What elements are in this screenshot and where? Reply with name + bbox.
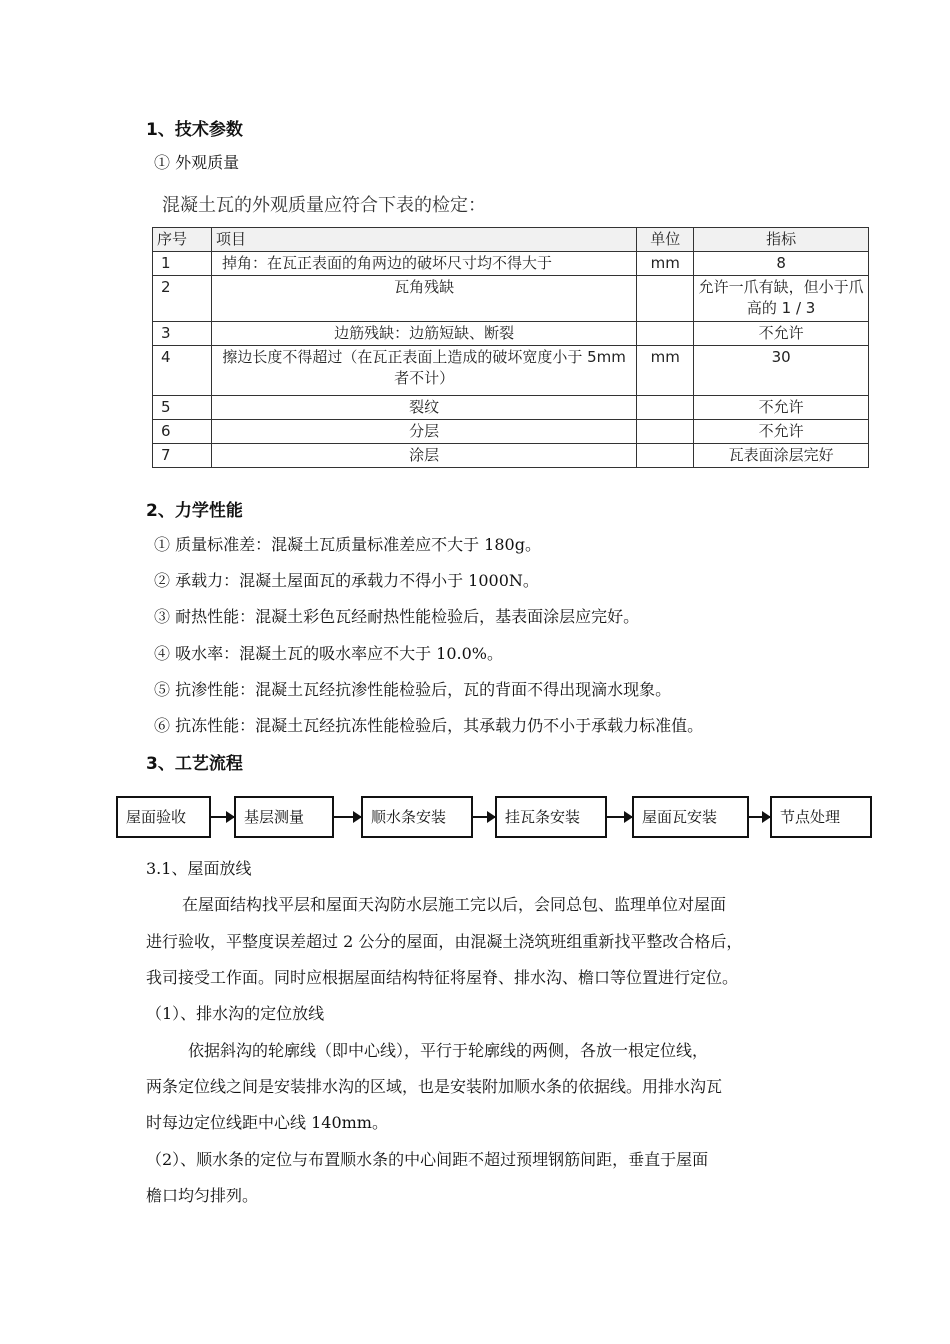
flow-arrow (334, 816, 361, 818)
row-index: 1 (153, 252, 212, 276)
row-item: 擦边长度不得超过（在瓦正表面上造成的破坏宽度小于 5mm 者不计） (211, 346, 636, 396)
row-unit (637, 396, 694, 420)
row-index: 2 (153, 276, 212, 322)
flow-step: 节点处理 (770, 796, 872, 838)
row-indicator: 不允许 (694, 322, 869, 346)
row-unit: mm (637, 252, 694, 276)
quality-table (152, 227, 869, 468)
header-index: 序号 (153, 228, 212, 252)
table-row (153, 444, 869, 468)
row-index: 5 (153, 396, 212, 420)
flow-step: 屋面验收 (116, 796, 211, 838)
flow-step: 屋面瓦安装 (632, 796, 749, 838)
flow-step: 挂瓦条安装 (495, 796, 607, 838)
property-item: ⑥ 抗冻性能：混凝土瓦经抗冻性能检验后，其承载力仍不小于承载力标准值。 (154, 716, 704, 735)
property-item: ④ 吸水率：混凝土瓦的吸水率应不大于 10.0%。 (154, 644, 504, 663)
row-item: 掉角：在瓦正表面的角两边的破坏尺寸均不得大于 (211, 252, 636, 276)
row-item: 裂纹 (211, 396, 636, 420)
row-indicator: 30 (694, 346, 869, 396)
flow-step: 顺水条安装 (361, 796, 473, 838)
section-3-title: 3、工艺流程 (146, 754, 243, 774)
flow-arrow (211, 816, 234, 818)
list-item-heading: （1）、排水沟的定位放线 (146, 1004, 325, 1023)
row-unit: mm (637, 346, 694, 396)
header-item: 项目 (211, 228, 636, 252)
row-indicator: 允许一爪有缺，但小于爪高的 1 / 3 (694, 276, 869, 322)
flow-step: 基层测量 (234, 796, 334, 838)
flow-arrow (749, 816, 770, 818)
row-indicator: 8 (694, 252, 869, 276)
row-index: 3 (153, 322, 212, 346)
row-index: 4 (153, 346, 212, 396)
table-header-row (153, 228, 869, 252)
paragraph-line: 檐口均匀排列。 (146, 1186, 259, 1205)
table-row (153, 420, 869, 444)
row-indicator: 不允许 (694, 396, 869, 420)
row-index: 6 (153, 420, 212, 444)
header-unit: 单位 (637, 228, 694, 252)
property-item: ③ 耐热性能：混凝土彩色瓦经耐热性能检验后，基表面涂层应完好。 (154, 607, 640, 626)
row-item: 瓦角残缺 (211, 276, 636, 322)
paragraph-line: 两条定位线之间是安装排水沟的区域，也是安装附加顺水条的依据线。用排水沟瓦 (146, 1077, 723, 1096)
section-1-subtitle: ① 外观质量 (154, 153, 240, 172)
row-item: 涂层 (211, 444, 636, 468)
section-2-title: 2、力学性能 (146, 501, 243, 521)
row-indicator: 不允许 (694, 420, 869, 444)
row-unit (637, 420, 694, 444)
row-indicator: 瓦表面涂层完好 (694, 444, 869, 468)
row-unit (637, 322, 694, 346)
section-1-title: 1、技术参数 (146, 120, 243, 140)
table-row (153, 322, 869, 346)
row-item: 分层 (211, 420, 636, 444)
subsection-title: 3.1、屋面放线 (146, 859, 252, 878)
table-caption: 混凝土瓦的外观质量应符合下表的检定： (162, 195, 486, 216)
table-row (153, 252, 869, 276)
header-indicator: 指标 (694, 228, 869, 252)
row-index: 7 (153, 444, 212, 468)
table-row (153, 346, 869, 396)
row-item: 边筋残缺：边筋短缺、断裂 (211, 322, 636, 346)
table-row (153, 276, 869, 322)
row-unit (637, 276, 694, 322)
flow-arrow (473, 816, 495, 818)
paragraph-line: 进行验收，平整度误差超过 2 公分的屋面，由混凝土浇筑班组重新找平整改合格后， (146, 932, 743, 951)
paragraph-line: 在屋面结构找平层和屋面天沟防水层施工完以后，会同总包、监理单位对屋面 (182, 895, 727, 914)
property-item: ⑤ 抗渗性能：混凝土瓦经抗渗性能检验后，瓦的背面不得出现滴水现象。 (154, 680, 672, 699)
paragraph-line: 我司接受工作面。同时应根据屋面结构特征将屋脊、排水沟、檐口等位置进行定位。 (146, 968, 739, 987)
paragraph-line: （2）、顺水条的定位与布置顺水条的中心间距不超过预埋钢筋间距，垂直于屋面 (146, 1150, 709, 1169)
row-unit (637, 444, 694, 468)
paragraph-line: 依据斜沟的轮廓线（即中心线），平行于轮廓线的两侧，各放一根定位线， (188, 1041, 709, 1060)
property-item: ② 承载力：混凝土屋面瓦的承载力不得小于 1000N。 (154, 571, 539, 590)
flow-arrow (607, 816, 632, 818)
property-item: ① 质量标准差：混凝土瓦质量标准差应不大于 180g。 (154, 535, 541, 554)
paragraph-line: 时每边定位线距中心线 140mm。 (146, 1113, 388, 1132)
table-row (153, 396, 869, 420)
